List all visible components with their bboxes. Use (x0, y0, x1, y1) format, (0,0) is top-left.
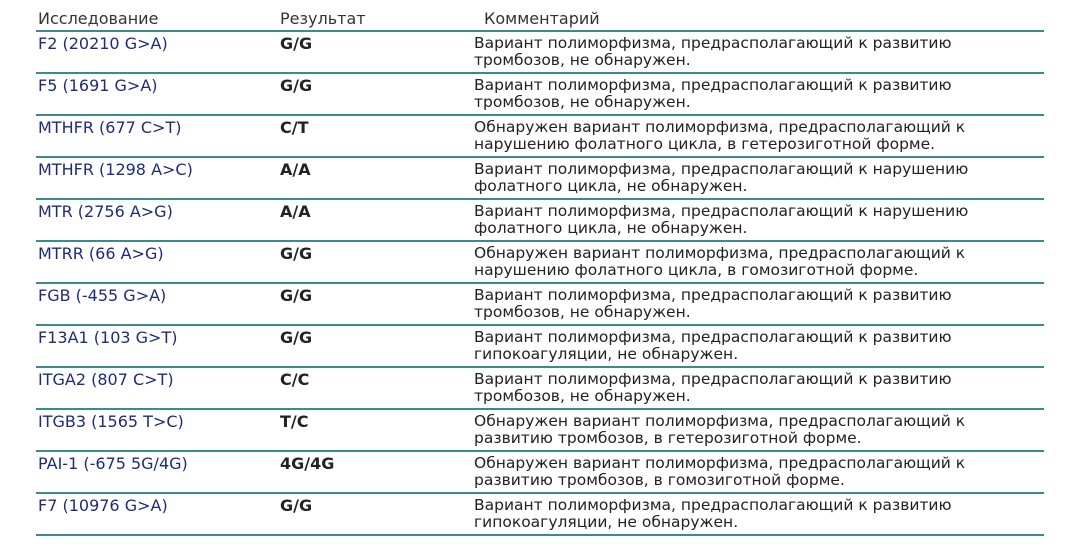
table-row (36, 368, 1044, 410)
genotype-result: G/G (280, 328, 313, 347)
header-comment: Комментарий (484, 9, 600, 28)
test-name: F2 (20210 G>A) (38, 34, 168, 53)
table-row (36, 494, 1044, 536)
table-header (36, 8, 1044, 32)
test-name: ITGA2 (807 C>T) (38, 370, 174, 389)
result-comment: Вариант полиморфизма, предрасполагающий к нарушению фолатного цикла, не обнаружен. (474, 202, 969, 237)
genotype-result: G/G (280, 496, 313, 515)
test-name: F13A1 (103 G>T) (38, 328, 178, 347)
test-name: PAI-1 (-675 5G/4G) (38, 454, 188, 473)
genetic-test-results-table (36, 8, 1044, 536)
result-comment: Вариант полиморфизма, предрасполагающий к развитию тромбозов, не обнаружен. (474, 76, 952, 111)
genotype-result: G/G (280, 34, 313, 53)
table-row (36, 200, 1044, 242)
test-name: F7 (10976 G>A) (38, 496, 168, 515)
genotype-result: C/T (280, 118, 309, 137)
table-row (36, 410, 1044, 452)
header-test: Исследование (38, 9, 159, 28)
test-name: FGB (-455 G>A) (38, 286, 167, 305)
genotype-result: G/G (280, 76, 313, 95)
result-comment: Вариант полиморфизма, предрасполагающий к развитию тромбозов, не обнаружен. (474, 34, 952, 69)
test-name: MTR (2756 A>G) (38, 202, 173, 221)
table-row (36, 452, 1044, 494)
table-row (36, 32, 1044, 74)
result-comment: Обнаружен вариант полиморфизма, предрасполагающий к нарушению фолатного цикла, в гомозиготной форме. (474, 244, 966, 279)
result-comment: Вариант полиморфизма, предрасполагающий к развитию гипокоагуляции, не обнаружен. (474, 496, 952, 531)
test-name: F5 (1691 G>A) (38, 76, 158, 95)
result-comment: Вариант полиморфизма, предрасполагающий к нарушению фолатного цикла, не обнаружен. (474, 160, 969, 195)
result-comment: Вариант полиморфизма, предрасполагающий к развитию тромбозов, не обнаружен. (474, 370, 952, 405)
genotype-result: 4G/4G (280, 454, 335, 473)
test-name: ITGB3 (1565 T>C) (38, 412, 184, 431)
table-row (36, 116, 1044, 158)
result-comment: Вариант полиморфизма, предрасполагающий к развитию тромбозов, не обнаружен. (474, 286, 952, 321)
table-row (36, 74, 1044, 116)
test-name: MTHFR (1298 A>C) (38, 160, 193, 179)
table-row (36, 158, 1044, 200)
test-name: MTRR (66 A>G) (38, 244, 164, 263)
table-row (36, 284, 1044, 326)
table-row (36, 326, 1044, 368)
result-comment: Обнаружен вариант полиморфизма, предрасполагающий к развитию тромбозов, в гетерозиготной форме. (474, 412, 966, 447)
result-comment: Обнаружен вариант полиморфизма, предрасполагающий к нарушению фолатного цикла, в гетерозиготной форме. (474, 118, 966, 153)
table-row (36, 242, 1044, 284)
genotype-result: A/A (280, 160, 311, 179)
result-comment: Обнаружен вариант полиморфизма, предрасполагающий к развитию тромбозов, в гомозиготной форме. (474, 454, 966, 489)
genotype-result: G/G (280, 244, 313, 263)
genotype-result: C/C (280, 370, 310, 389)
test-name: MTHFR (677 C>T) (38, 118, 182, 137)
header-result: Результат (280, 9, 366, 28)
genotype-result: T/C (280, 412, 309, 431)
result-comment: Вариант полиморфизма, предрасполагающий к развитию гипокоагуляции, не обнаружен. (474, 328, 952, 363)
genotype-result: A/A (280, 202, 311, 221)
genotype-result: G/G (280, 286, 313, 305)
